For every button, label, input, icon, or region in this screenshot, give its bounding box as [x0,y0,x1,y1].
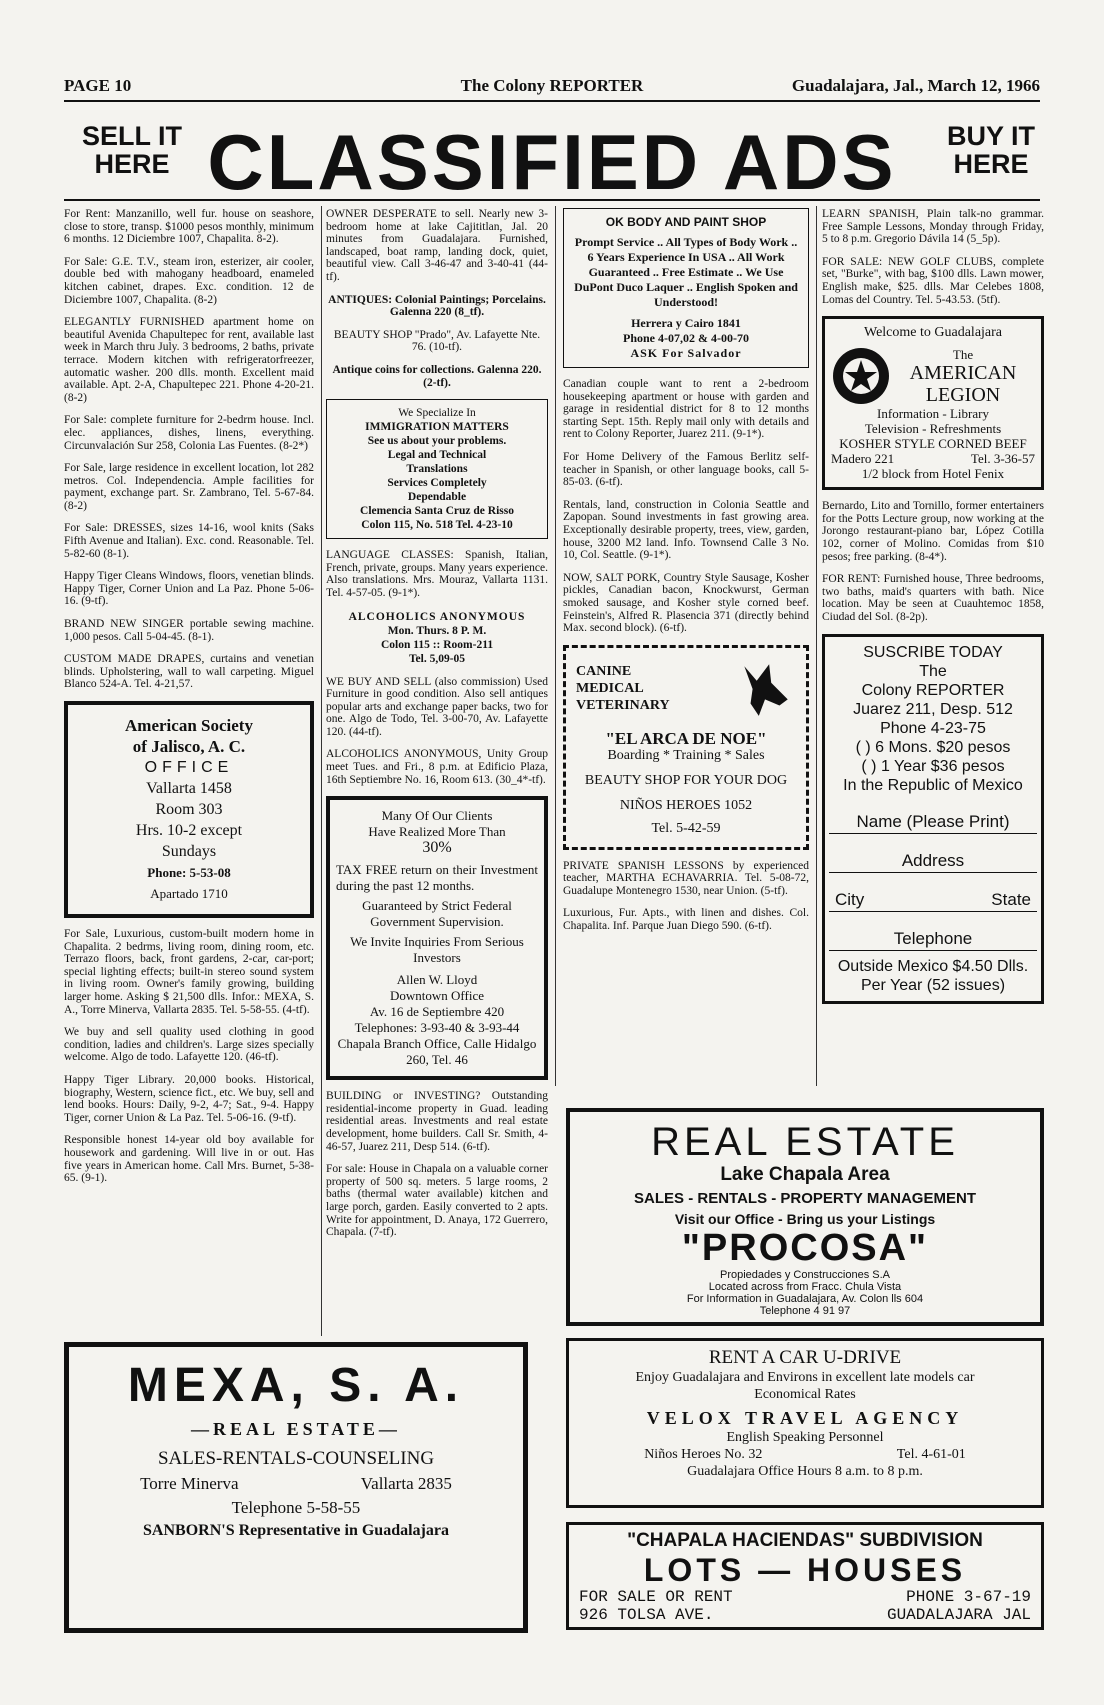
immig-line: Legal and Technical [387,449,487,462]
classified-ad: Canadian couple want to rent a 2-bedroom housekeeping apartment or house with garden and garage in residential district for 8 to 12 months starting Sept. 15th. Reply mail only with details and rent to Colony Reporter, Juarez 211. (9-1*). [563,378,809,441]
aa-days: Mon. Thurs. 8 P. M. [387,624,487,637]
american-society-box [64,701,314,918]
velox-phone: Tel. 4-61-01 [896,1447,966,1462]
immig-address: Colon 115, No. 518 Tel. 4-23-10 [361,519,513,532]
vet-line: MEDICAL [576,681,644,697]
city-state-field[interactable] [829,873,1037,912]
invest-line: Guaranteed by Strict Federal Government Supervision. [362,898,512,930]
society-apartado: Apartado 1710 [150,886,228,901]
society-room: Room 303 [155,801,223,818]
classified-ad: BEAUTY SHOP "Prado", Av. Lafayette Nte. 76. (10-tf). [333,328,541,354]
classified-ad: BRAND NEW SINGER portable sewing machine. 1,000 pesos. Call 5-04-45. (8-1). [64,618,314,643]
procosa-area: Lake Chapala Area [720,1164,890,1185]
legion-phone: Tel. 3-36-57 [970,451,1035,467]
buy-line-2: HERE [953,149,1029,179]
immig-line: Translations [406,463,468,476]
name-field[interactable] [829,795,1037,834]
sub-outside: Outside Mexico $4.50 Dlls. [837,957,1029,975]
classified-ad: Responsible honest 14-year old boy available for housework and gardening. Will live in or out. Has five years in American home. Call Mrs. Burnet, 5-38-65. (9-1). [64,1134,314,1185]
vet-address: NIÑOS HEROES 1052 [619,797,753,813]
classified-ad: ELEGANTLY FURNISHED apartment home on beautiful Avenida Chapultepec for rent, available last week in March thru July. 3 bedrooms, 2 baths, private terrace. Modern kitchen with refrigeratorfreezer, automatic washer. 200 dlls. month. Excellent maid available. Apt. 2-A, Chapultepec 221. Phone 4-20-21. (8-2) [64,316,314,404]
society-subtitle: of Jalisco, A. C. [132,737,246,756]
invest-address: Av. 16 de Septiembre 420 [369,1004,505,1020]
chapala-phone: PHONE 3-67-19 [906,1588,1031,1606]
procosa-box [566,1108,1044,1326]
classified-ad: PRIVATE SPANISH LESSONS by experienced teacher, MARTHA ECHAVARRIA. Tel. 5-08-72, Guadalupe Montenegro 1530, near Union. (5-tf). [563,859,809,897]
chapala-sale: FOR SALE OR RENT [579,1588,733,1606]
society-address: Vallarta 1458 [146,780,232,797]
column-rule [555,206,556,1086]
procosa-phone: Telephone 4 91 97 [759,1305,851,1317]
procosa-services: SALES - RENTALS - PROPERTY MANAGEMENT [634,1190,976,1207]
legion-line: KOSHER STYLE CORNED BEEF [839,436,1027,452]
legion-welcome: Welcome to Guadalajara [863,325,1003,341]
sub-option-1yr[interactable]: ( ) 1 Year $36 pesos [861,757,1005,775]
classified-ad: NOW, SALT PORK, Country Style Sausage, Kosher pickles, Canadian bacon, Knockwurst, German smoked sausage, and Kosher style corned beef. Feinstein's, Alfred R. Plasencia 371 (directly behind Max. second block). (6-tf). [563,571,809,635]
society-hours-2: Sundays [161,843,217,860]
velox-hours: Guadalajara Office Hours 8 a.m. to 8 p.m. [687,1464,923,1479]
vet-line: CANINE [576,664,632,680]
sell-line-2: HERE [94,149,170,179]
invest-name: Allen W. Lloyd [396,972,478,988]
legion-address: Madero 221 [831,451,895,467]
immig-line: We Specialize In [398,407,476,420]
classified-ad: For Sale: DRESSES, sizes 14-16, wool knits (Saks Fifth Avenue and Italian). Exc. cond. Reasonable. Tel. 5-82-60 (8-1). [64,522,314,560]
classified-ad: FOR SALE: NEW GOLF CLUBS, complete set, "Burke", with bag, $100 dlls. Lawn mower, English make, $25. dlls. Mar Celebes 1808, Lomas del Country. Tel. 5-43.53. (5tf). [822,255,1044,306]
classified-ad: LEARN SPANISH, Plain talk-no grammar. Free Sample Lessons, Monday through Friday, 5 to 8 p.m. Gregorio Dávila 14 (5_5p). [822,208,1044,246]
classified-ad: Happy Tiger Cleans Windows, floors, venetian blinds. Happy Tiger, Corner Union and La Paz. Phone 5-06-16. (9-tf). [64,570,314,608]
american-legion-box [822,316,1044,490]
body-paint-box [563,208,809,368]
invest-percent: 30% [422,839,452,857]
legion-location: 1/2 block from Hotel Fenix [861,466,1005,482]
velox-rates: Economical Rates [754,1387,856,1402]
invest-line: Many Of Our Clients [381,808,493,824]
sub-per-year: Per Year (52 issues) [860,976,1006,994]
column-rule [816,206,817,1086]
procosa-line: Propiedades y Construcciones S.A [720,1269,890,1281]
buy-line-1: BUY IT [946,121,1035,151]
procosa-visit: Visit our Office - Bring us your Listings [674,1211,936,1227]
classified-ad: For Sale, Luxurious, custom-built modern home in Chapalita. 2 bedrms, living room, dining room, etc. Terrazo floors, back, front gardens, 2-car, car-port; special lighting effects; built-in stereo sound system in living room. Owner's family growing, building larger home. Asking $ 21,500 dlls. Infor.: MEXA, S. A., Torre Minerva, Vallarta 2835. Tel. 5-58-55. (4-tf). [64,928,314,1016]
mexa-title: MEXA, S. A. [127,1359,465,1412]
chapala-address: 926 TOLSA AVE. [579,1606,714,1624]
velox-address: Niños Heroes No. 32 [644,1447,763,1462]
subscribe-box [822,634,1044,1004]
immig-name: Clemencia Santa Cruz de Risso [360,505,514,518]
chapala-haciendas-box [566,1522,1044,1630]
classified-ad: For Sale, large residence in excellent location, lot 282 metros. Col. Independencia. Ample facilities for payment, exchange part. Sr. Zambrano, Tel. 5-67-84. (8-2) [64,462,314,512]
sell-line-1: SELL IT [82,121,183,151]
mexa-building: Torre Minerva [140,1474,239,1493]
velox-personnel: English Speaking Personnel [726,1430,884,1445]
mexa-sanborns: SANBORN'S Representative in Guadalajara [143,1522,449,1539]
society-hours: Hrs. 10-2 except [135,822,243,839]
society-office: OFFICE [144,759,234,776]
classified-ad: OWNER DESPERATE to sell. Nearly new 3-bedroom home at lake Cajititlan, Jal. 20 minutes from Guadalajara. Furnished, landscaped, boat ramp, landing dock, quiet, beautiful view. Call 3-46-47 and 3-40-41 (44-tf). [326,208,548,283]
veterinary-box [563,645,809,850]
society-title: American Society [125,716,253,735]
city-label: City [835,889,865,909]
invest-line: Downtown Office [390,988,484,1004]
classified-ad: WE BUY AND SELL (also commission) Used Furniture in good condition. Also sell antiques popular arts and exchange paper backs, two for one. Algo de Todo, Tel. 3-00-70, Av. Lafayette 120. (44-tf). [326,675,548,738]
column-4 [822,208,1044,1014]
legion-title-2: LEGION [925,383,1001,406]
legion-line: Information - Library [877,406,989,422]
buy-it-here [936,122,1046,178]
immig-line: Services Completely [387,477,487,490]
name-label: Name (Please Print) [856,811,1010,831]
classified-ad: ALCOHOLICS ANONYMOUS, Unity Group meet Tues. and Fri., 8 p.m. at Edificio Plaza, 16th Septiembre No. 16, Room 613. (30_4*-tf). [326,748,548,786]
state-label: State [991,889,1031,909]
body-phone: Phone 4-07,02 & 4-00-70 [623,331,749,345]
chapala-lots: LOTS — HOUSES [643,1552,967,1588]
immig-line: Dependable [407,491,467,504]
dog-head-icon [734,658,796,720]
page-header [64,76,1040,98]
body-text: Prompt Service .. All Types of Body Work .. 6 Years Experience In USA .. All Work Guaranteed .. Free Estimate .. We Use DuPont Duco Laquer .. English Spoken and Understood! [574,235,798,309]
alcoholics-anonymous-ad [326,610,548,666]
procosa-line: Located across from Fracc. Chula Vista [708,1281,902,1293]
aa-address: Colon 115 :: Room-211 [380,638,494,651]
classified-ad: Happy Tiger Library. 20,000 books. Historical, biography, Western, science fict., etc. We buy, sell and lend books. Hours: Daily, 9-2, 4-7; Sat., 9-4. Happy Tiger, corner Union & La Paz. Tel. 5-06-16. (9-tf). [64,1073,314,1124]
invest-line: Have Realized More Than [368,824,506,840]
classified-ad: For Rent: Manzanillo, well fur. house on seashore, close to store, transp. $1000 pesos monthly, minimum 6 months. 12 Diciembre 1007, Chapalita. 8-2). [64,208,314,246]
classified-ad: Rentals, land, construction in Colonia Seattle and Zapopan. Sound investments in fast growing area. Exceptionally desirable property, trees, view, garden, house, 3200 M2 land. Info. Townsend Calle 3 No. 10, Col. Seattle. (9-1*). [563,498,809,562]
column-2 [326,208,548,1249]
address-label: Address [901,850,965,870]
column-3 [563,208,809,943]
mexa-subtitle: —REAL ESTATE— [191,1419,401,1439]
immig-line: See us about your problems. [367,435,507,448]
chapala-city: GUADALAJARA JAL [886,1606,1031,1624]
sub-line: In the Republic of Mexico [843,776,1023,794]
aa-phone: Tel. 5,09-05 [408,652,466,665]
body-title: OK BODY AND PAINT SHOP [605,215,767,229]
immigration-box [326,399,548,539]
classified-ad: BUILDING or INVESTING? Outstanding residential-income property in Guad. leading residential areas. Investments and real estate development, home builders. Call Sr. Smith, 4-46-57, Juarez 211, Desp 514. (6-tf). [326,1090,548,1153]
banner-rule [64,199,1040,201]
telephone-label: Telephone [893,928,973,948]
classified-ad: Bernardo, Lito and Tornillo, former entertainers for the Potts Lecture group, now working at the Jorongo restaurant-piano bar, López Cotilla 102, corner of Molino. Comidas from $10 pesos; free parking. (8-4*). [822,500,1044,563]
classified-ad: For sale: House in Chapala on a valuable corner property of 500 sq. meters. 5 large rooms, 2 baths (thermal water available) kitchen and large porch, garden. Easily converted to 2 apts. Write for appointment, D. Anaya, 172 Guerrero, Chapala. (7-tf). [326,1163,548,1239]
column-rule [321,206,322,1336]
mexa-address: Vallarta 2835 [360,1474,452,1493]
classified-ad: ANTIQUES: Colonial Paintings; Porcelains. Galenna 220 (8_tf). [328,293,546,319]
vet-services: Boarding * Training * Sales [607,747,765,763]
invest-line: We Invite Inquiries From Serious Investors [350,934,524,966]
sub-title: SUSCRIBE TODAY [863,643,1003,661]
legion-the: The [952,346,974,362]
mexa-services: SALES-RENTALS-COUNSELING [157,1448,435,1469]
vet-line: VETERINARY [576,698,670,714]
classified-ad: We buy and sell quality used clothing in good condition, ladies and children's. Large sizes specially welcome. Algo de todo. Lafayette 120. (46-tf). [64,1026,314,1064]
classified-ad: Luxurious, Fur. Apts., with linen and dishes. Col. Chapalita. Inf. Parque Juan Diego 590. (6-tf). [563,907,809,933]
classified-ad: For Sale: G.E. T.V., steam iron, esterizer, air cooler, double bed with mahogany headboard, enameled kitchen cabinet, drapes. Exc. condition. 12 de Diciembre 1007, Chapalita. (8-2) [64,255,314,306]
procosa-line: For Information in Guadalajara, Av. Colon lls 604 [686,1293,924,1305]
address-field[interactable] [829,834,1037,873]
body-address: Herrera y Cairo 1841 [631,316,741,330]
mexa-box [64,1342,528,1633]
classified-ad: LANGUAGE CLASSES: Spanish, Italian, French, private, groups. Many years experience. Also translations. Mrs. Mouraz, Vallarta 1131. Tel. 4-57-05. (9-1*). [326,549,548,599]
classified-ad: Antique coins for collections. Galenna 220. (2-tf). [332,363,542,389]
sub-address: Juarez 211, Desp. 512 [853,700,1013,718]
invest-branch: Chapala Branch Office, Calle Hidalgo 260, Tel. 46 [337,1036,537,1068]
classified-ad: For Home Delivery of the Famous Berlitz self-teacher in Spanish, or other language books, call 5-85-03. (6-tf). [563,450,809,489]
sub-the: The [919,662,947,680]
paper-name: The Colony REPORTER [460,76,644,95]
telephone-field[interactable] [829,912,1037,951]
chapala-title: "CHAPALA HACIENDAS" SUBDIVISION [627,1530,983,1551]
page-title: CLASSIFIED ADS [207,118,897,206]
velox-title: RENT A CAR U-DRIVE [708,1347,902,1368]
classified-ad: For Sale: complete furniture for 2-bedrm house. Incl. elec. appliances, dishes, linens, everything. Circunvalación Sur 258, Colonia Las Fuentes. (8-2*) [64,414,314,452]
page-number: PAGE 10 [64,76,132,95]
column-1 [64,208,314,1195]
invest-phones: Telephones: 3-93-40 & 3-93-44 [354,1020,520,1036]
classified-ad: FOR RENT: Furnished house, Three bedrooms, two baths, maid's quarters with bath. Nice location. May be seen at Cuauhtemoc 1858, Ciudad del Sol. (8-2p). [822,573,1044,623]
invest-line: TAX FREE return on their Investment during the past 12 months. [336,862,538,894]
velox-agency: VELOX TRAVEL AGENCY [646,1408,964,1428]
classified-ad: CUSTOM MADE DRAPES, curtains and venetian blinds. Upholstering, wall to wall carpeting. Miguel Blanco 524-A. Tel. 4-21,57. [64,653,314,691]
vet-beauty: BEAUTY SHOP FOR YOUR DOG [584,772,788,788]
body-contact: ASK For Salvador [630,346,742,360]
dateline: Guadalajara, Jal., March 12, 1966 [791,76,1040,95]
investment-box [326,796,548,1080]
sub-phone: Phone 4-23-75 [880,719,986,737]
vet-phone: Tel. 5-42-59 [651,820,721,836]
society-phone: Phone: 5-53-08 [147,865,231,880]
sub-option-6mo[interactable]: ( ) 6 Mons. $20 pesos [855,738,1011,756]
velox-line: Enjoy Guadalajara and Environs in excellent late models car [635,1370,975,1385]
legion-line: Television - Refreshments [864,421,1002,437]
legion-title: AMERICAN [909,361,1017,384]
aa-title: ALCOHOLICS ANONYMOUS [348,610,526,623]
procosa-name: "PROCOSA" [681,1227,929,1269]
velox-box [566,1338,1044,1508]
vet-name: "EL ARCA DE NOE" [605,728,767,748]
procosa-heading: REAL ESTATE [651,1120,959,1164]
immig-title: IMMIGRATION MATTERS [365,421,509,434]
mexa-phone: Telephone 5-58-55 [231,1498,361,1517]
sub-paper: Colony REPORTER [861,681,1005,699]
header-rule [64,100,1040,102]
legion-emblem-icon [831,346,891,406]
